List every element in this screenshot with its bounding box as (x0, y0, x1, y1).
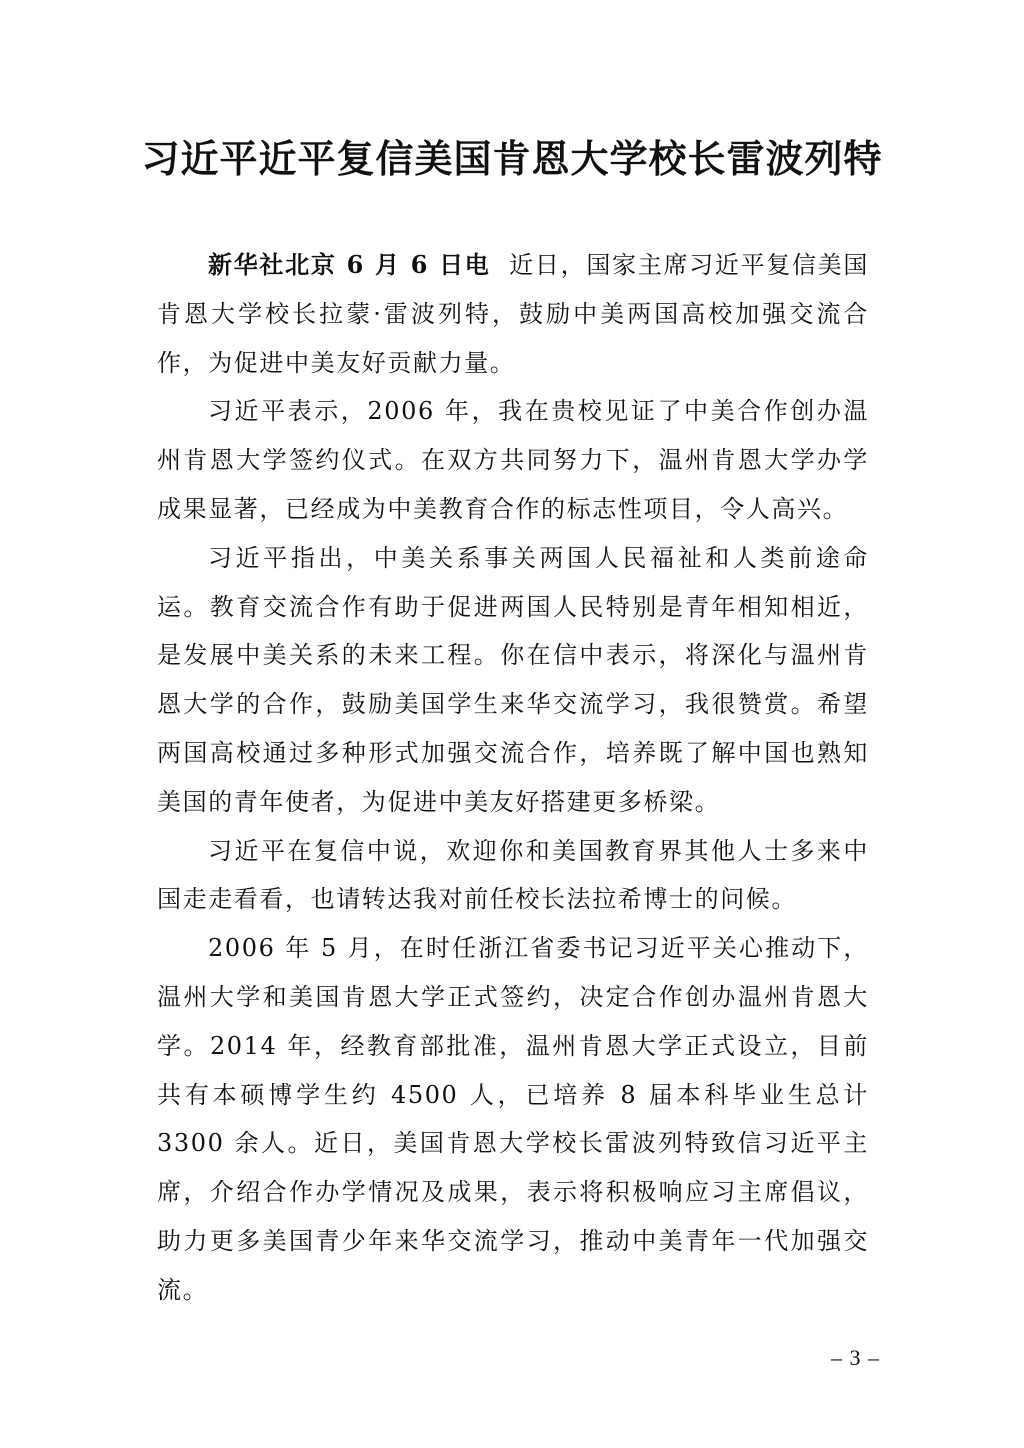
paragraph-5: 2006 年 5 月，在时任浙江省委书记习近平关心推动下，温州大学和美国肯恩大学正式签约，决定合作创办温州肯恩大学。2014 年，经教育部批准，温州肯恩大学正式设立，目前共有本硕博学生约 4500 人，已培养 8 届本科毕业生总计 3300 余人。近日，美国肯恩大学校长雷波列特致信习近平主席，介绍合作办学情况及成果，表示将积极响应习主席倡议，助力更多美国青少年来华交流学习，推动中美青年一代加强交流。 (157, 934, 869, 1304)
document-title: 习近平近平复信美国肯恩大学校长雷波列特 (141, 136, 883, 181)
paragraph-3: 习近平指出，中美关系事关两国人民福祉和人类前途命运。教育交流合作有助于促进两国人民特别是青年相知相近，是发展中美关系的未来工程。你在信中表示，将深化与温州肯恩大学的合作，鼓励美国学生来华交流学习，我很赞赏。希望两国高校通过多种形式加强交流合作，培养既了解中国也熟知美国的青年使者，为促进中美友好搭建更多桥梁。 (157, 543, 869, 816)
paragraph-1-text: 近日，国家主席习近平复信美国肯恩大学校长拉蒙·雷波列特，鼓励中美两国高校加强交流合作，为促进中美友好贡献力量。 (157, 251, 869, 377)
paragraph-1 (157, 241, 869, 387)
article-body (157, 241, 869, 1315)
paragraph-4: 习近平在复信中说，欢迎你和美国教育界其他人士多来中国走走看看，也请转达我对前任校长法拉希博士的问候。 (157, 836, 869, 914)
page-number: – 3 – (831, 1345, 880, 1370)
dateline: 新华社北京 6 月 6 日电 (208, 250, 491, 279)
paragraph-2: 习近平表示，2006 年，我在贵校见证了中美合作创办温州肯恩大学签约仪式。在双方共同努力下，温州肯恩大学办学成果显著，已经成为中美教育合作的标志性项目，令人高兴。 (157, 397, 869, 523)
